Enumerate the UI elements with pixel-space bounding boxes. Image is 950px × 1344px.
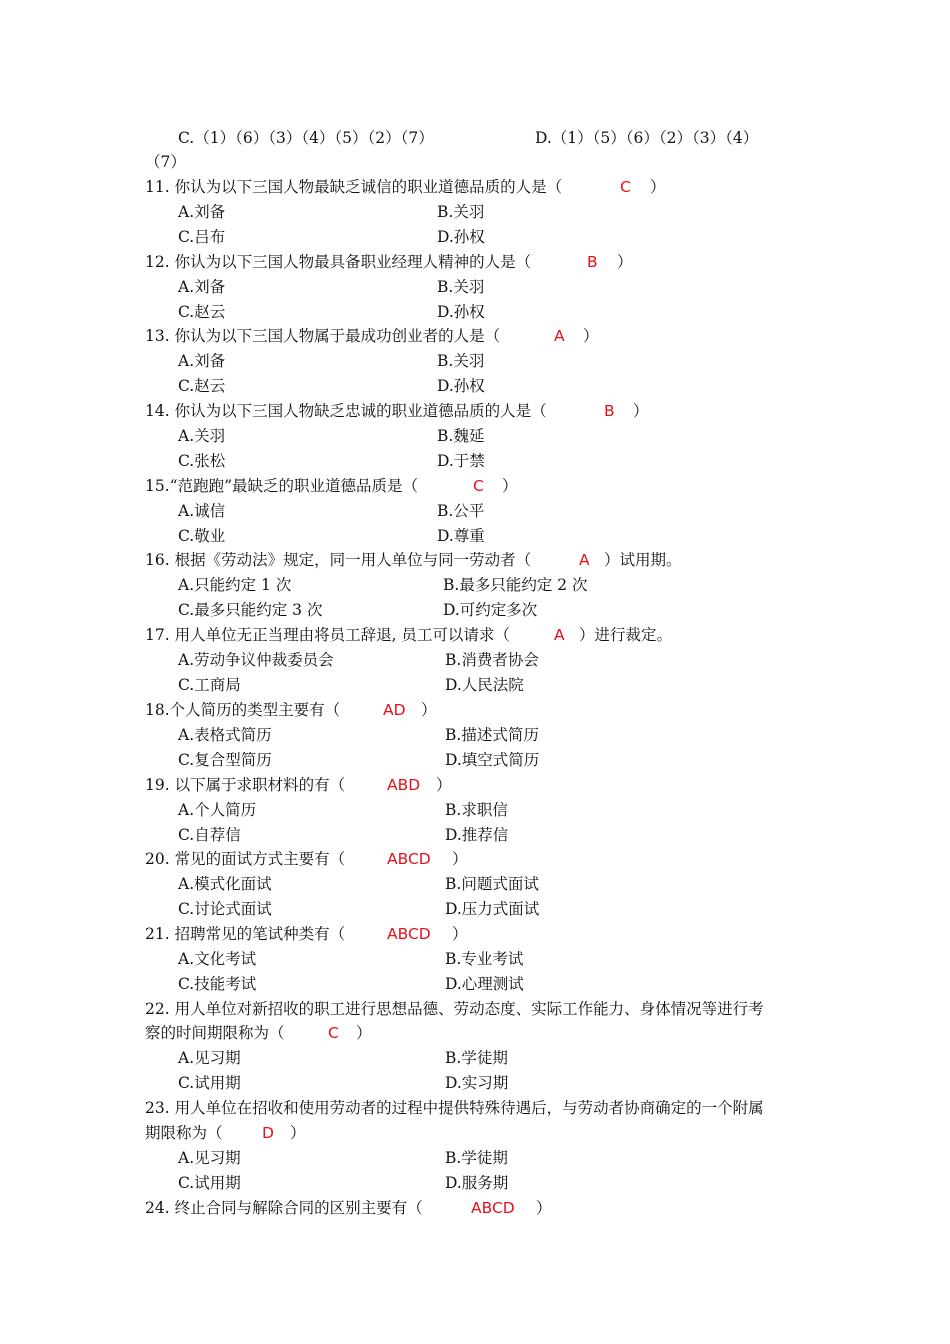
question-22-option-b: B.学徒期 xyxy=(445,1049,508,1067)
question-14-option-c: C.张松 xyxy=(178,452,226,470)
question-13-option-d: D.孙权 xyxy=(437,377,485,395)
question-15-answer: C xyxy=(473,477,484,495)
question-19-option-a: A.个人简历 xyxy=(178,801,257,819)
question-14-close: ） xyxy=(633,402,649,420)
question-16-option-d: D.可约定多次 xyxy=(443,601,538,619)
question-12-option-b: B.关羽 xyxy=(437,278,485,296)
question-13-option-a: A.刘备 xyxy=(178,352,226,370)
question-14-option-a: A.关羽 xyxy=(178,427,226,445)
question-12-answer: B xyxy=(587,253,598,271)
question-18-option-c: C.复合型简历 xyxy=(178,751,272,769)
question-17-answer: A xyxy=(554,626,565,644)
question-23-stem: 23. 用人单位在招收和使用劳动者的过程中提供特殊待遇后，与劳动者协商确定的一个附属 xyxy=(145,1099,764,1117)
question-23-option-d: D.服务期 xyxy=(445,1174,509,1192)
question-13-option-b: B.关羽 xyxy=(437,352,485,370)
question-13-close: ） xyxy=(583,327,599,345)
question-16-stem: 16. 根据《劳动法》规定，同一用人单位与同一劳动者（ xyxy=(145,551,532,569)
question-13-option-c: C.赵云 xyxy=(178,377,226,395)
question-18-option-a: A.表格式简历 xyxy=(178,726,272,744)
question-21-option-c: C.技能考试 xyxy=(178,975,257,993)
question-24-answer: ABCD xyxy=(471,1199,515,1217)
question-15-option-b: B.公平 xyxy=(437,502,485,520)
question-11-option-d: D.孙权 xyxy=(437,228,485,246)
question-15-option-a: A.诚信 xyxy=(178,502,226,520)
intro-option-d: D.（1）（5）（6）（2）（3）（4） xyxy=(535,129,759,147)
question-21-option-d: D.心理测试 xyxy=(445,975,524,993)
question-18-answer: AD xyxy=(383,701,406,719)
question-16-option-b: B.最多只能约定 2 次 xyxy=(443,576,588,594)
question-20-option-c: C.讨论式面试 xyxy=(178,900,272,918)
question-17-close: ）进行裁定。 xyxy=(579,626,673,644)
question-21-option-a: A.文化考试 xyxy=(178,950,257,968)
question-16-option-c: C.最多只能约定 3 次 xyxy=(178,601,323,619)
question-11-close: ） xyxy=(650,178,666,196)
question-16-option-a: A.只能约定 1 次 xyxy=(178,576,292,594)
question-23-close: ） xyxy=(290,1124,306,1142)
question-22-option-c: C.试用期 xyxy=(178,1074,241,1092)
question-18-close: ） xyxy=(421,701,437,719)
question-21-option-b: B.专业考试 xyxy=(445,950,524,968)
question-23-answer: D xyxy=(262,1124,274,1142)
question-15-close: ） xyxy=(502,477,518,495)
question-15-option-d: D.尊重 xyxy=(437,527,485,545)
question-17-option-b: B.消费者协会 xyxy=(445,651,539,669)
question-12-close: ） xyxy=(617,253,633,271)
question-21-close: ） xyxy=(452,925,468,943)
question-20-answer: ABCD xyxy=(387,850,431,868)
question-17-option-d: D.人民法院 xyxy=(445,676,524,694)
question-22-option-a: A.见习期 xyxy=(178,1049,241,1067)
question-17-option-c: C.工商局 xyxy=(178,676,241,694)
question-11-option-c: C.吕布 xyxy=(178,228,226,246)
question-13-answer: A xyxy=(554,327,565,345)
question-11-answer: C xyxy=(620,178,631,196)
question-21-stem: 21. 招聘常见的笔试种类有（ xyxy=(145,925,346,943)
question-20-option-a: A.模式化面试 xyxy=(178,875,272,893)
question-14-option-d: D.于禁 xyxy=(437,452,485,470)
intro-option-c: C.（1）（6）（3）（4）（5）（2）（7） xyxy=(178,129,434,147)
question-22-answer: C xyxy=(328,1024,339,1042)
question-20-option-d: D.压力式面试 xyxy=(445,900,540,918)
question-17-option-a: A.劳动争议仲裁委员会 xyxy=(178,651,334,669)
question-14-option-b: B.魏延 xyxy=(437,427,485,445)
question-19-option-b: B.求职信 xyxy=(445,801,508,819)
question-22-stem-continued: 察的时间期限称为（ xyxy=(145,1024,285,1042)
question-23-option-b: B.学徒期 xyxy=(445,1149,508,1167)
question-17-stem: 17. 用人单位无正当理由将员工辞退, 员工可以请求（ xyxy=(145,626,510,644)
question-18-stem: 18.个人简历的类型主要有（ xyxy=(145,701,341,719)
question-19-option-d: D.推荐信 xyxy=(445,826,509,844)
question-24-stem: 24. 终止合同与解除合同的区别主要有（ xyxy=(145,1199,423,1217)
question-14-answer: B xyxy=(604,402,615,420)
question-23-stem-continued: 期限称为（ xyxy=(145,1124,223,1142)
question-11-stem: 11. 你认为以下三国人物最缺乏诚信的职业道德品质的人是（ xyxy=(145,178,563,196)
question-22-option-d: D.实习期 xyxy=(445,1074,509,1092)
question-11-option-b: B.关羽 xyxy=(437,203,485,221)
question-20-close: ） xyxy=(452,850,468,868)
question-12-option-a: A.刘备 xyxy=(178,278,226,296)
question-19-option-c: C.自荐信 xyxy=(178,826,241,844)
question-22-close: ） xyxy=(356,1024,372,1042)
question-19-stem: 19. 以下属于求职材料的有（ xyxy=(145,776,346,794)
question-20-option-b: B.问题式面试 xyxy=(445,875,539,893)
question-23-option-a: A.见习期 xyxy=(178,1149,241,1167)
question-19-close: ） xyxy=(436,776,452,794)
question-19-answer: ABD xyxy=(387,776,421,794)
question-18-option-d: D.填空式简历 xyxy=(445,751,540,769)
question-11-option-a: A.刘备 xyxy=(178,203,226,221)
question-16-answer: A xyxy=(579,551,590,569)
question-15-stem: 15.“范跑跑”最缺乏的职业道德品质是（ xyxy=(145,477,418,495)
question-12-stem: 12. 你认为以下三国人物最具备职业经理人精神的人是（ xyxy=(145,253,532,271)
intro-option-wrap: （7） xyxy=(145,153,186,171)
question-23-option-c: C.试用期 xyxy=(178,1174,241,1192)
question-22-stem: 22. 用人单位对新招收的职工进行思想品德、劳动态度、实际工作能力、身体情况等进行考 xyxy=(145,1000,764,1018)
question-15-option-c: C.敬业 xyxy=(178,527,226,545)
question-12-option-d: D.孙权 xyxy=(437,303,485,321)
question-24-close: ） xyxy=(536,1199,552,1217)
question-21-answer: ABCD xyxy=(387,925,431,943)
question-13-stem: 13. 你认为以下三国人物属于最成功创业者的人是（ xyxy=(145,327,501,345)
question-14-stem: 14. 你认为以下三国人物缺乏忠诚的职业道德品质的人是（ xyxy=(145,402,547,420)
question-20-stem: 20. 常见的面试方式主要有（ xyxy=(145,850,346,868)
question-12-option-c: C.赵云 xyxy=(178,303,226,321)
question-16-close: ）试用期。 xyxy=(604,551,682,569)
question-18-option-b: B.描述式简历 xyxy=(445,726,539,744)
